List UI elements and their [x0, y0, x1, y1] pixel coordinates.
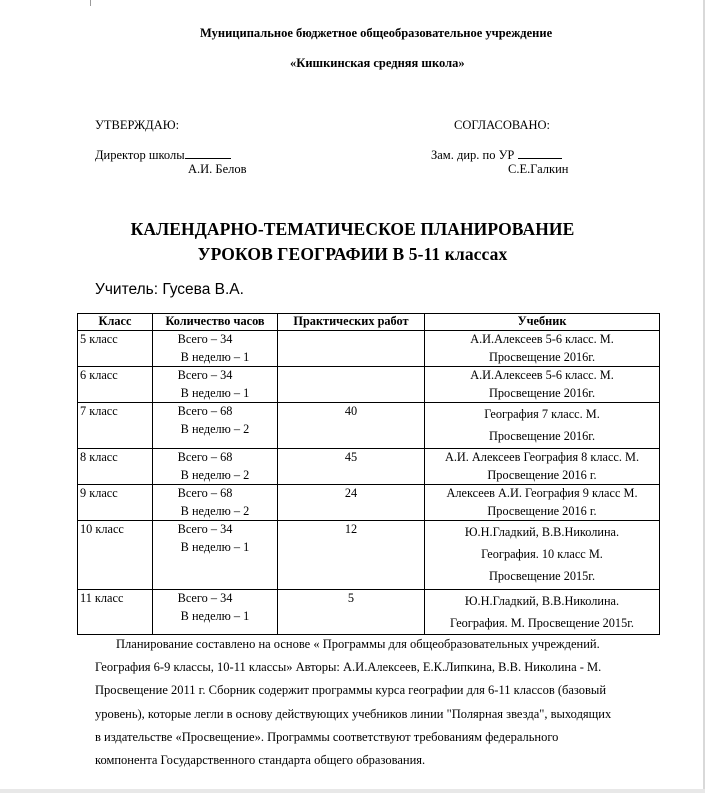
- director-role: Директор школы: [95, 148, 185, 162]
- footer-line: уровень), которые легли в основу действующих учебников линии "Полярная звезда", выходящих: [95, 706, 612, 721]
- cell-practical: 24: [278, 485, 425, 521]
- cell-practical: 45: [278, 449, 425, 485]
- hours-total: Всего – 68: [177, 450, 233, 464]
- cell-textbook: [425, 485, 660, 521]
- cell-textbook: [425, 367, 660, 403]
- textbook-line: Просвещение 2016г.: [488, 385, 596, 400]
- director-name: А.И. Белов: [188, 162, 247, 176]
- hours-week: В неделю – 1: [180, 539, 250, 554]
- table-row: [78, 521, 660, 590]
- cell-class: 7 класс: [78, 403, 153, 449]
- cell-class: 9 класс: [78, 485, 153, 521]
- textbook-line: Алексеев А.И. География 9 класс М.: [446, 486, 638, 500]
- column-header-practical: Практических работ: [278, 314, 425, 331]
- table-row: [78, 449, 660, 485]
- teacher-name: Учитель: Гусева В.А.: [95, 281, 244, 298]
- cell-textbook: [425, 331, 660, 367]
- deputy-signature-line: [431, 147, 562, 163]
- textbook-line: География. М. Просвещение 2015г.: [450, 616, 634, 630]
- textbook-line: А.И. Алексеев География 8 класс. М.: [444, 450, 640, 464]
- school-name: «Кишкинская средняя школа»: [290, 56, 465, 70]
- textbook-line: География. 10 класс М.: [481, 547, 603, 561]
- cell-class: 10 класс: [78, 521, 153, 590]
- institution-name: Муниципальное бюджетное общеобразовательное учреждение: [200, 26, 553, 40]
- cell-hours: [153, 403, 278, 449]
- director-signature-line: [95, 147, 231, 163]
- cell-hours: [153, 449, 278, 485]
- table-row: [78, 367, 660, 403]
- cell-practical: [278, 331, 425, 367]
- hours-total: Всего – 34: [177, 368, 233, 382]
- table-row: [78, 485, 660, 521]
- column-header-class: Класс: [78, 314, 153, 331]
- signature-blank: [518, 147, 562, 159]
- cell-hours: [153, 331, 278, 367]
- hours-week: В неделю – 1: [180, 349, 250, 364]
- footer-line: Планирование составлено на основе « Программы для общеобразовательных учреждений.: [116, 637, 600, 651]
- cell-practical: [278, 367, 425, 403]
- document-title: КАЛЕНДАРНО-ТЕМАТИЧЕСКОЕ ПЛАНИРОВАНИЕ: [130, 219, 575, 239]
- cell-hours: [153, 521, 278, 590]
- cell-class: 6 класс: [78, 367, 153, 403]
- cell-class: 11 класс: [78, 590, 153, 635]
- footer-line: в издательстве «Просвещение». Программы соответствуют требованиям федерального: [95, 729, 559, 744]
- textbook-line: География 7 класс. М.: [484, 407, 600, 421]
- footer-line: Просвещение 2011 г. Сборник содержит программы курса географии для 6-11 классов (базовый: [95, 683, 607, 698]
- textbook-line: А.И.Алексеев 5-6 класс. М.: [470, 332, 614, 346]
- deputy-name: С.Е.Галкин: [508, 162, 569, 176]
- table-header-row: [78, 314, 660, 331]
- page-corner-mark: [90, 0, 91, 6]
- cell-class: 5 класс: [78, 331, 153, 367]
- textbook-line: Ю.Н.Гладкий, В.В.Николина.: [464, 594, 620, 608]
- cell-class: 8 класс: [78, 449, 153, 485]
- hours-week: В неделю – 2: [180, 421, 250, 436]
- textbook-line: Просвещение 2016г.: [488, 349, 596, 364]
- signature-blank: [185, 147, 231, 159]
- footer-line: компонента Государственного стандарта общего образования.: [95, 753, 426, 768]
- textbook-line: Просвещение 2015г.: [488, 569, 596, 583]
- cell-textbook: [425, 521, 660, 590]
- column-header-textbook: Учебник: [425, 314, 660, 331]
- cell-practical: 12: [278, 521, 425, 590]
- hours-week: В неделю – 2: [180, 503, 250, 518]
- agreed-heading: СОГЛАСОВАНО:: [454, 118, 551, 132]
- column-header-hours: Количество часов: [153, 314, 278, 331]
- hours-week: В неделю – 1: [180, 385, 250, 400]
- footer-line: География 6-9 классы, 10-11 классы» Авторы: А.И.Алексеев, Е.К.Липкина, В.В. Николина - М.: [95, 660, 602, 675]
- textbook-line: Ю.Н.Гладкий, В.В.Николина.: [464, 525, 620, 539]
- hours-week: В неделю – 2: [180, 467, 250, 482]
- footer-paragraph: [95, 633, 670, 772]
- cell-practical: 5: [278, 590, 425, 635]
- hours-total: Всего – 68: [177, 486, 233, 500]
- deputy-role: Зам. дир. по УР: [431, 148, 515, 162]
- hours-total: Всего – 34: [177, 591, 233, 605]
- cell-hours: [153, 590, 278, 635]
- textbook-line: Просвещение 2016 г.: [487, 503, 597, 518]
- textbook-line: Просвещение 2016г.: [488, 429, 596, 443]
- hours-week: В неделю – 1: [180, 608, 250, 623]
- table-row: [78, 331, 660, 367]
- hours-total: Всего – 68: [177, 404, 233, 418]
- cell-hours: [153, 367, 278, 403]
- cell-practical: 40: [278, 403, 425, 449]
- table-row: [78, 590, 660, 635]
- cell-textbook: [425, 590, 660, 635]
- cell-textbook: [425, 403, 660, 449]
- page-edge-bottom: [0, 789, 705, 793]
- plan-table: [77, 313, 660, 635]
- cell-textbook: [425, 449, 660, 485]
- hours-total: Всего – 34: [177, 332, 233, 346]
- textbook-line: Просвещение 2016 г.: [487, 467, 597, 482]
- approve-heading: УТВЕРЖДАЮ:: [95, 118, 180, 132]
- textbook-line: А.И.Алексеев 5-6 класс. М.: [470, 368, 614, 382]
- document-subtitle: УРОКОВ ГЕОГРАФИИ В 5-11 классах: [197, 244, 508, 264]
- hours-total: Всего – 34: [177, 522, 233, 536]
- table-row: [78, 403, 660, 449]
- cell-hours: [153, 485, 278, 521]
